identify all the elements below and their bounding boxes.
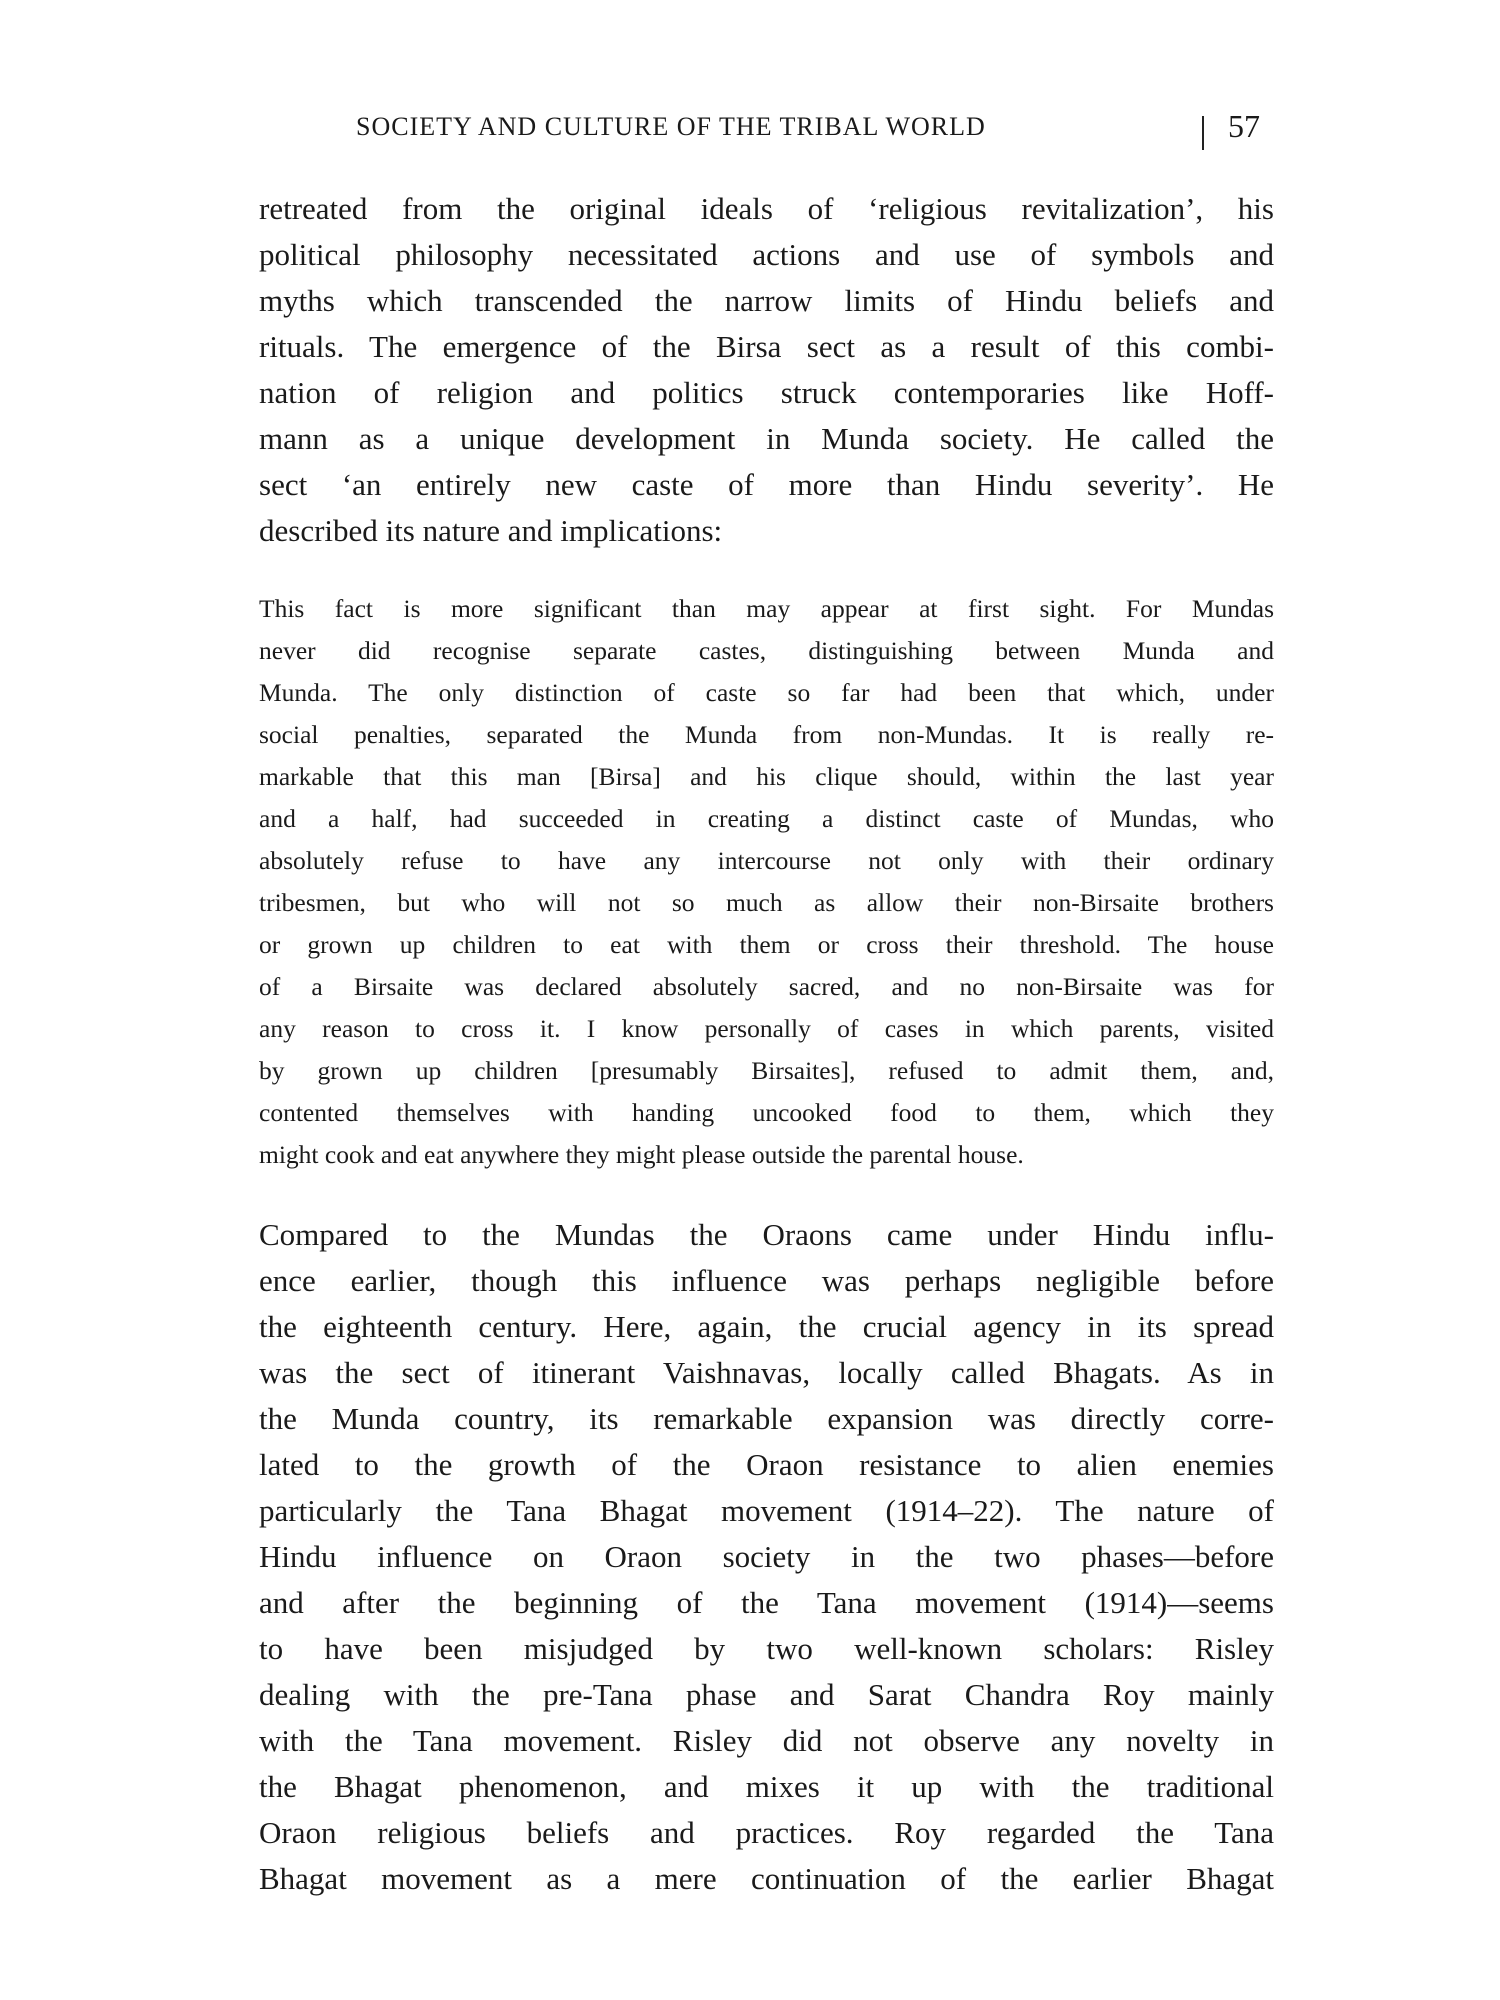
text-line: rituals. The emergence of the Birsa sect as a result of this combi- [259, 329, 1274, 364]
text-line: tribesmen, but who will not so much as allow their non-Birsaite brothers [259, 888, 1274, 917]
text-line: myths which transcended the narrow limits of Hindu beliefs and [259, 283, 1274, 318]
text-line: contented themselves with handing uncooked food to them, which they [259, 1098, 1274, 1127]
text-line: the Munda country, its remarkable expansion was directly corre- [259, 1401, 1274, 1436]
text-line: the eighteenth century. Here, again, the crucial agency in its spread [259, 1309, 1274, 1344]
text-line: nation of religion and politics struck contemporaries like Hoff- [259, 375, 1274, 410]
text-line: retreated from the original ideals of ‘religious revitalization’, his [259, 191, 1274, 226]
text-line: absolutely refuse to have any intercourse not only with their ordinary [259, 846, 1274, 875]
text-line: ence earlier, though this influence was perhaps negligible before [259, 1263, 1274, 1298]
text-line: sect ‘an entirely new caste of more than Hindu severity’. He [259, 467, 1274, 502]
block-quote [259, 588, 1274, 1176]
page-number: 57 [1228, 108, 1260, 144]
text-line: described its nature and implications: [259, 513, 723, 548]
text-line: by grown up children [presumably Birsaites], refused to admit them, and, [259, 1056, 1274, 1085]
text-line: particularly the Tana Bhagat movement (1914–22). The nature of [259, 1493, 1274, 1528]
text-line: Munda. The only distinction of caste so far had been that which, under [259, 678, 1274, 707]
text-line: mann as a unique development in Munda society. He called the [259, 421, 1274, 456]
body-paragraph-1 [259, 186, 1274, 554]
text-line: Compared to the Mundas the Oraons came under Hindu influ- [259, 1217, 1274, 1252]
text-line: Hindu influence on Oraon society in the two phases—before [259, 1539, 1274, 1574]
text-line: social penalties, separated the Munda from non-Mundas. It is really re- [259, 720, 1274, 749]
running-header [356, 108, 1274, 152]
text-line: markable that this man [Birsa] and his clique should, within the last year [259, 762, 1274, 791]
running-title: SOCIETY AND CULTURE OF THE TRIBAL WORLD [356, 112, 986, 141]
body-paragraph-2 [259, 1212, 1274, 1902]
text-line: of a Birsaite was declared absolutely sacred, and no non-Birsaite was for [259, 972, 1274, 1001]
text-line: lated to the growth of the Oraon resistance to alien enemies [259, 1447, 1274, 1482]
text-line: Oraon religious beliefs and practices. Roy regarded the Tana [259, 1815, 1274, 1850]
text-line: to have been misjudged by two well-known scholars: Risley [259, 1631, 1274, 1666]
text-line: might cook and eat anywhere they might please outside the parental house. [259, 1140, 1024, 1169]
text-line: This fact is more significant than may appear at first sight. For Mundas [259, 594, 1274, 623]
text-line: the Bhagat phenomenon, and mixes it up with the traditional [259, 1769, 1274, 1804]
text-line: never did recognise separate castes, distinguishing between Munda and [259, 636, 1274, 665]
text-line: or grown up children to eat with them or cross their threshold. The house [259, 930, 1274, 959]
text-line: was the sect of itinerant Vaishnavas, locally called Bhagats. As in [259, 1355, 1274, 1390]
header-divider [1202, 116, 1204, 150]
text-line: Bhagat movement as a mere continuation of the earlier Bhagat [259, 1861, 1274, 1896]
text-line: and a half, had succeeded in creating a distinct caste of Mundas, who [259, 804, 1274, 833]
text-line: dealing with the pre-Tana phase and Sarat Chandra Roy mainly [259, 1677, 1274, 1712]
text-line: any reason to cross it. I know personally of cases in which parents, visited [259, 1014, 1274, 1043]
text-line: with the Tana movement. Risley did not observe any novelty in [259, 1723, 1274, 1758]
text-line: political philosophy necessitated actions and use of symbols and [259, 237, 1274, 272]
text-line: and after the beginning of the Tana movement (1914)—seems [259, 1585, 1274, 1620]
